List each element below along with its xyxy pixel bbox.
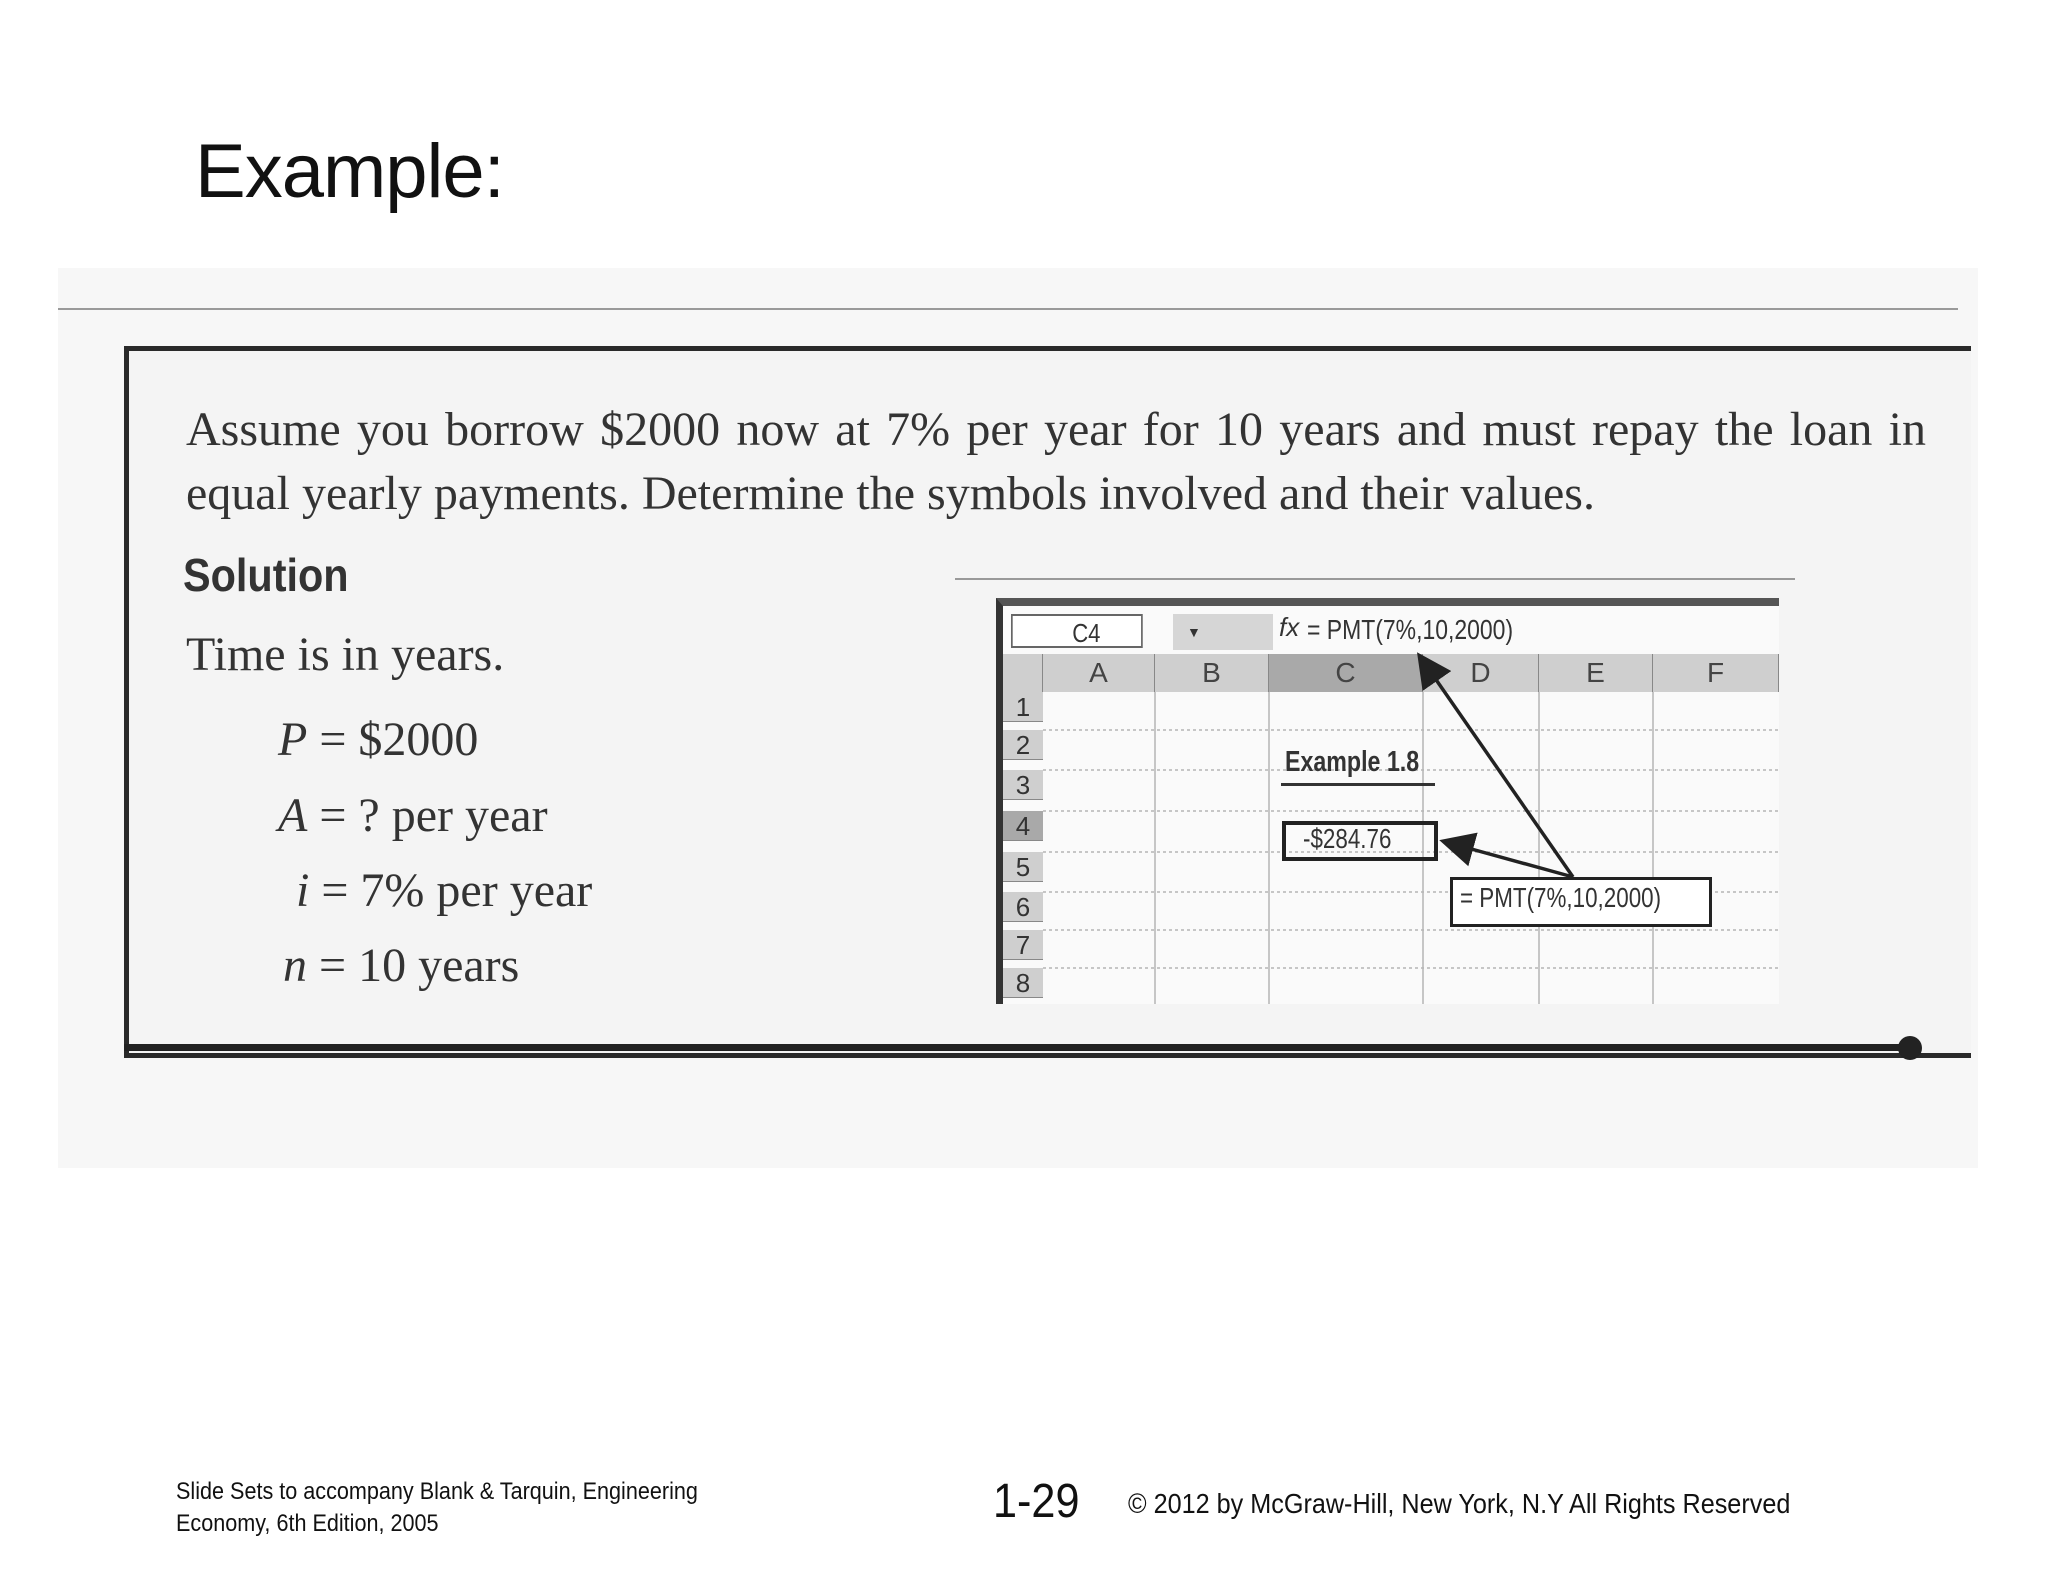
symbol-letter: n [283, 939, 307, 992]
row-header-4: 4 [1003, 811, 1043, 841]
formula-callout: = PMT(7%,10,2000) [1460, 882, 1662, 913]
row-header-7: 7 [1003, 930, 1043, 960]
row-header-5: 5 [1003, 852, 1043, 882]
symbol-letter: P [278, 713, 308, 766]
row-header-1: 1 [1003, 692, 1043, 722]
row-header-6: 6 [1003, 892, 1043, 922]
column-header-c: C [1269, 654, 1423, 692]
footer-copyright: © 2012 by McGraw-Hill, New York, N.Y All Rights Reserved [1128, 1488, 1791, 1519]
column-header-a: A [1043, 654, 1155, 692]
symbol-value: = 10 years [319, 939, 520, 992]
footer-source-line2: Economy, 6th Edition, 2005 [176, 1510, 439, 1537]
column-header-b: B [1155, 654, 1269, 692]
symbol-row-p [278, 712, 478, 767]
footer-source-line1: Slide Sets to accompany Blank & Tarquin, Engineering [176, 1478, 698, 1505]
column-header-e: E [1539, 654, 1653, 692]
symbol-value: = 7% per year [321, 864, 593, 917]
symbol-letter: i [296, 864, 310, 917]
name-box: C4 [1011, 614, 1143, 648]
callout-arrows [1003, 606, 1779, 1004]
symbol-row-i [296, 863, 592, 918]
slide-title: Example: [195, 129, 504, 214]
page-number: 1-29 [993, 1475, 1080, 1528]
row-header-8: 8 [1003, 968, 1043, 998]
bullet-dot-icon [1898, 1036, 1922, 1060]
spreadsheet-screenshot [996, 598, 1779, 1004]
column-header-f: F [1653, 654, 1779, 692]
cell-c4-value: -$284.76 [1303, 823, 1392, 854]
row-header-3: 3 [1003, 770, 1043, 800]
example-box-bottom-rule [124, 1044, 1914, 1051]
symbol-row-n [283, 938, 519, 993]
symbol-letter: A [278, 789, 308, 842]
cell-c2-label: Example 1.8 [1285, 746, 1420, 778]
symbol-value: = ? per year [319, 789, 548, 842]
column-header-d: D [1423, 654, 1539, 692]
formula-bar: = PMT(7%,10,2000) [1307, 614, 1514, 645]
footer-source [176, 1476, 698, 1540]
symbol-row-a [278, 788, 548, 843]
figure-top-rule [58, 308, 1958, 310]
solution-heading: Solution [183, 549, 349, 601]
arrow-to-formula-bar [1421, 658, 1573, 877]
problem-statement: Assume you borrow $2000 now at 7% per year for 10 years and must repay the loan in equal yearly payments. Determine the symbols involved and their values. [186, 403, 1926, 520]
symbol-value: = $2000 [319, 713, 479, 766]
fx-icon: fx [1279, 612, 1300, 642]
spreadsheet-top-rule [955, 578, 1795, 580]
time-unit-statement: Time is in years. [186, 628, 505, 681]
row-header-2: 2 [1003, 730, 1043, 760]
dropdown-arrow-icon: ▼ [1187, 624, 1201, 640]
